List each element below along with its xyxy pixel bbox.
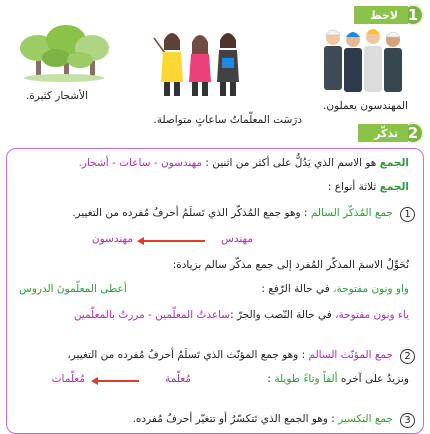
section1-number: 1 [402,4,424,26]
type3-name: جمع التكسير [338,413,393,425]
section2-title: تذكّر [358,124,408,142]
raf-label: واو ونون مفتوحة، [333,283,409,295]
type1-line [72,207,393,219]
types-line [328,181,409,193]
engineers-illustration [316,16,416,96]
type2-name: جمع المؤنّث السالم [308,349,393,361]
raf-condition: في حالة الرّفع : [261,283,334,295]
nasb-label: ياء ونون مفتوحة، [335,309,409,321]
definition-line [79,157,409,169]
nasb-example: ساعدتُ المعلّمين - مررتُ بالمعلّمين [73,309,231,321]
type2-addition-end: : [267,373,275,385]
type1-singular: مهندس [221,233,253,245]
type2-addition-start: ونزيدُ على آخره [337,373,409,385]
type1-number: 1 [400,207,415,222]
type1-plural: مهندسون [91,233,133,245]
type2-singular: مُعلّمة [165,373,191,385]
type2-number: 2 [400,349,415,364]
rule-box [6,148,424,434]
raf-example: أعطى المعلّمونَ الدروس [19,283,127,295]
types-text: ثلاثة أنواع : [327,181,380,193]
trees-caption: الأشجار كثيرة. [25,90,88,102]
raf-line [261,283,409,295]
type1-desc: : وهو جمع المُذكّر الذي تَسلَمُ أحرفُ مُفرده من التغيير. [72,207,311,219]
trees-illustration [16,18,112,84]
types-term: الجمع [379,181,409,193]
teachers-caption: درَسَت المعلّماتُ ساعاتٍ متواصلة. [153,114,302,126]
section2-header [358,122,424,144]
section1-title: لاحظ [354,6,408,24]
teachers-illustration [150,20,250,100]
type3-number: 3 [400,413,415,428]
type3-desc: : وهو الجمع الذي تَتكسّرُ أو تتغيّر أحرفُ مُفرده. [132,413,339,425]
definition-term: الجمع [379,157,409,169]
section2-number: 2 [402,122,424,144]
type1-arrow [143,240,205,242]
type2-line [67,349,393,361]
type1-name: جمع المُذكّر السالم [310,207,393,219]
type2-plural: مُعلّمات [51,373,85,385]
engineers-caption: المهندسون يعملون. [323,100,408,112]
definition-text: هو الاسم الذي يَدُلُّ على أكثر من اثنين : [205,157,380,169]
nasb-line [74,309,409,321]
definition-examples: مهندسون - ساعات - أشجار. [78,157,206,169]
type2-addition-line [267,373,409,385]
type3-line [133,413,393,425]
conversion-line: نُحَوِّلُ الاسمَ المذكّر المُفرد إلى جمع مذكّر سالم بزيادة: [172,259,409,271]
nasb-condition: في حالة النّصب والجرّ : [230,309,336,321]
type2-arrow [97,380,139,382]
type2-desc: : وهو جمع المؤنّث الذي تَسلَمُ أحرفُ مُفرده من التغيير، [67,349,309,361]
type2-addition-highlight: ألفاً وتاءً طويلة [274,373,338,385]
